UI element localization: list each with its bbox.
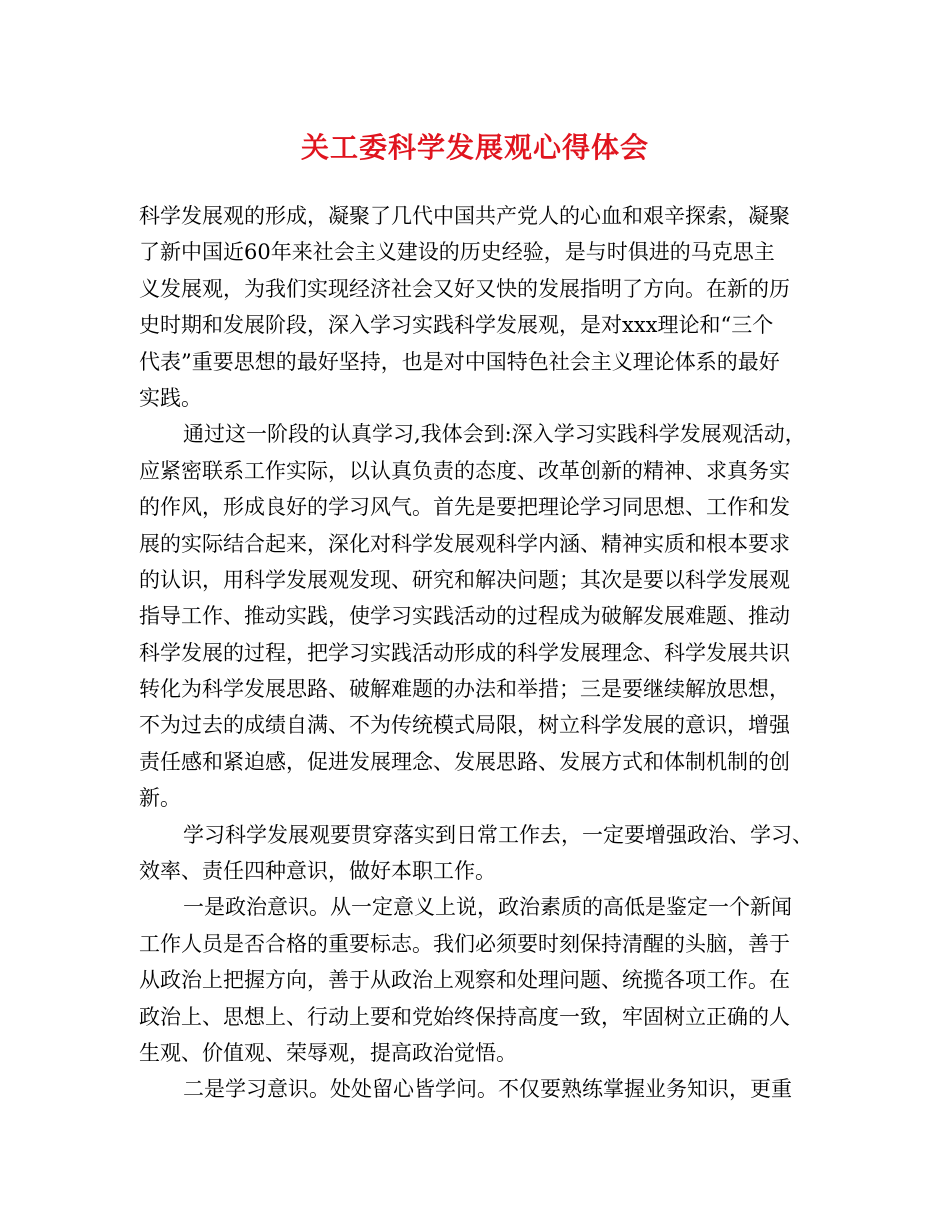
text-line: 应紧密联系工作实际，以认真负责的态度、改革创新的精神、求真务实: [139, 458, 790, 483]
text-line: 一是政治意识。从一定意义上说，政治素质的高低是鉴定一个新闻: [183, 895, 792, 920]
text-line: 效率、责任四种意识，做好本职工作。: [139, 859, 496, 884]
text-line: 义发展观，为我们实现经济社会又好又快的发展指明了方向。在新的历: [139, 276, 790, 301]
text-line: 政治上、思想上、行动上要和党始终保持高度一致，牢固树立正确的人: [139, 1004, 790, 1029]
text-line: 史时期和发展阶段，深入学习实践科学发展观，是对xxx理论和“三个: [139, 313, 774, 338]
text-line: 的作风，形成良好的学习风气。首先是要把理论学习同思想、工作和发: [139, 495, 790, 520]
text-line: 不为过去的成绩自满、不为传统模式局限，树立科学发展的意识，增强: [139, 713, 790, 738]
text-line: 通过这一阶段的认真学习,我体会到:深入学习实践科学发展观活动，: [183, 422, 806, 447]
text-line: 展的实际结合起来，深化对科学发展观科学内涵、精神实质和根本要求: [139, 531, 790, 556]
text-line: 科学发展的过程，把学习实践活动形成的科学发展理念、科学发展共识: [139, 640, 790, 665]
text-line: 代表”重要思想的最好坚持，也是对中国特色社会主义理论体系的最好: [139, 349, 780, 374]
text-line: 了新中国近60年来社会主义建设的历史经验，是与时俱进的马克思主: [139, 240, 775, 265]
text-line: 的认识，用科学发展观发现、研究和解决问题；其次是要以科学发展观: [139, 567, 790, 592]
text-line: 指导工作、推动实践，使学习实践活动的过程成为破解发展难题、推动: [139, 604, 790, 629]
text-line: 科学发展观的形成，凝聚了几代中国共产党人的心血和艰辛探索，凝聚: [139, 204, 790, 228]
text-line: 生观、价值观、荣辱观，提高政治觉悟。: [139, 1040, 517, 1065]
text-line: 工作人员是否合格的重要标志。我们必须要时刻保持清醒的头脑，善于: [139, 931, 790, 956]
text-line: 从政治上把握方向，善于从政治上观察和处理问题、统揽各项工作。在: [139, 968, 790, 993]
text-line: 学习科学发展观要贯穿落实到日常工作去，一定要增强政治、学习、: [183, 822, 813, 847]
text-line: 新。: [139, 786, 181, 811]
text-line: 二是学习意识。处处留心皆学问。不仅要熟练掌握业务知识，更重: [183, 1077, 792, 1102]
text-line: 实践。: [139, 385, 202, 410]
document-body: [139, 198, 829, 1108]
document-title: 关工委科学发展观心得体会: [300, 131, 649, 164]
text-line: 责任感和紧迫感，促进发展理念、发展思路、发展方式和体制机制的创: [139, 749, 790, 774]
text-line: 转化为科学发展思路、破解难题的办法和举措；三是要继续解放思想，: [139, 677, 790, 702]
